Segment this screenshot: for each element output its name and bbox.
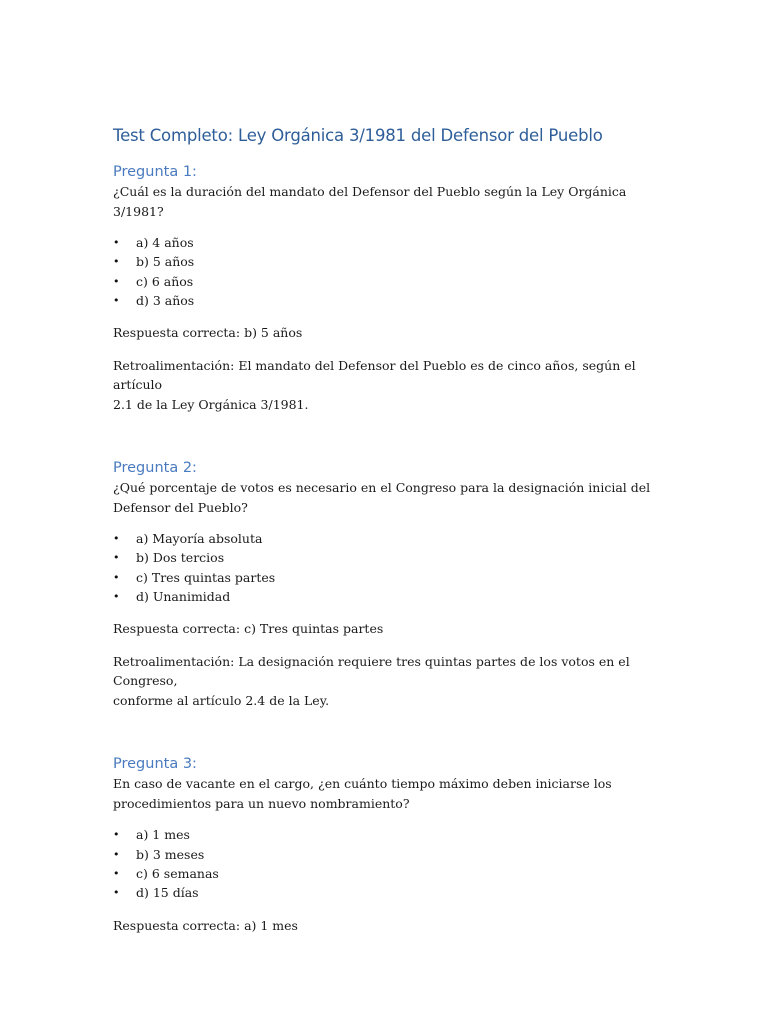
bullet-icon: • — [113, 886, 120, 900]
question-text — [113, 182, 658, 221]
question-text-line: ¿Qué porcentaje de votos es necesario en el Congreso para la designación inicial del — [113, 480, 651, 496]
feedback-line: Retroalimentación: El mandato del Defensor del Pueblo es de cinco años, según el artículo — [113, 357, 636, 393]
question-heading: Pregunta 3: — [113, 756, 197, 773]
question-3 — [113, 754, 658, 935]
feedback — [113, 652, 658, 711]
feedback-line: 2.1 de la Ley Orgánica 3/1981. — [113, 396, 309, 412]
document-title: Test Completo: Ley Orgánica 3/1981 del Defensor del Pueblo — [113, 126, 603, 145]
bullet-icon: • — [113, 255, 120, 269]
question-text-line: ¿Cuál es la duración del mandato del Defensor del Pueblo según la Ley Orgánica 3/1981? — [113, 184, 627, 219]
option-label: d) 3 años — [136, 292, 195, 308]
correct-answer: Respuesta correcta: a) 1 mes — [113, 917, 298, 933]
option-label: c) 6 semanas — [136, 865, 219, 881]
question-text-line: Defensor del Pueblo? — [113, 499, 248, 515]
option-item — [113, 548, 658, 567]
bullet-icon: • — [113, 551, 120, 565]
option-label: c) 6 años — [136, 273, 194, 289]
option-label: b) 5 años — [136, 254, 195, 270]
question-text-line: procedimientos para un nuevo nombramiento? — [113, 795, 410, 811]
option-item — [113, 272, 658, 291]
bullet-icon: • — [113, 236, 120, 249]
feedback-line: Retroalimentación: La designación requiere tres quintas partes de los votos en el Congreso, — [113, 653, 630, 689]
option-label: a) Mayoría absoluta — [136, 531, 263, 547]
question-text — [113, 774, 658, 813]
option-item — [113, 252, 658, 271]
bullet-icon: • — [113, 274, 120, 288]
options-list — [113, 529, 658, 606]
option-item — [113, 529, 658, 548]
bullet-icon: • — [113, 590, 120, 604]
option-item — [113, 883, 658, 902]
option-label: b) Dos tercios — [136, 550, 225, 566]
option-item — [113, 587, 658, 606]
option-label: c) Tres quintas partes — [136, 569, 276, 585]
option-item — [113, 233, 658, 252]
feedback — [113, 356, 658, 415]
options-list — [113, 825, 658, 902]
question-heading: Pregunta 1: — [113, 164, 197, 180]
option-item — [113, 845, 658, 864]
option-item — [113, 825, 658, 844]
correct-answer: Respuesta correcta: b) 5 años — [113, 325, 303, 341]
option-item — [113, 568, 658, 587]
options-list — [113, 233, 658, 310]
bullet-icon: • — [113, 532, 120, 546]
option-item — [113, 864, 658, 883]
question-text — [113, 478, 658, 517]
bullet-icon: • — [113, 828, 120, 842]
question-1 — [113, 162, 658, 414]
bullet-icon: • — [113, 293, 120, 307]
bullet-icon: • — [113, 866, 120, 880]
option-label: a) 1 mes — [136, 827, 190, 843]
question-2 — [113, 458, 658, 710]
option-label: a) 4 años — [136, 235, 194, 250]
bullet-icon: • — [113, 847, 120, 861]
option-item — [113, 291, 658, 310]
bullet-icon: • — [113, 570, 120, 584]
feedback-line: conforme al artículo 2.4 de la Ley. — [113, 692, 330, 708]
option-label: d) 15 días — [136, 885, 199, 901]
document-page — [113, 124, 658, 935]
option-label: b) 3 meses — [136, 846, 205, 862]
correct-answer: Respuesta correcta: c) Tres quintas partes — [113, 621, 384, 637]
option-label: d) Unanimidad — [136, 589, 231, 605]
question-text-line: En caso de vacante en el cargo, ¿en cuánto tiempo máximo deben iniciarse los — [113, 776, 612, 792]
question-heading: Pregunta 2: — [113, 460, 197, 477]
